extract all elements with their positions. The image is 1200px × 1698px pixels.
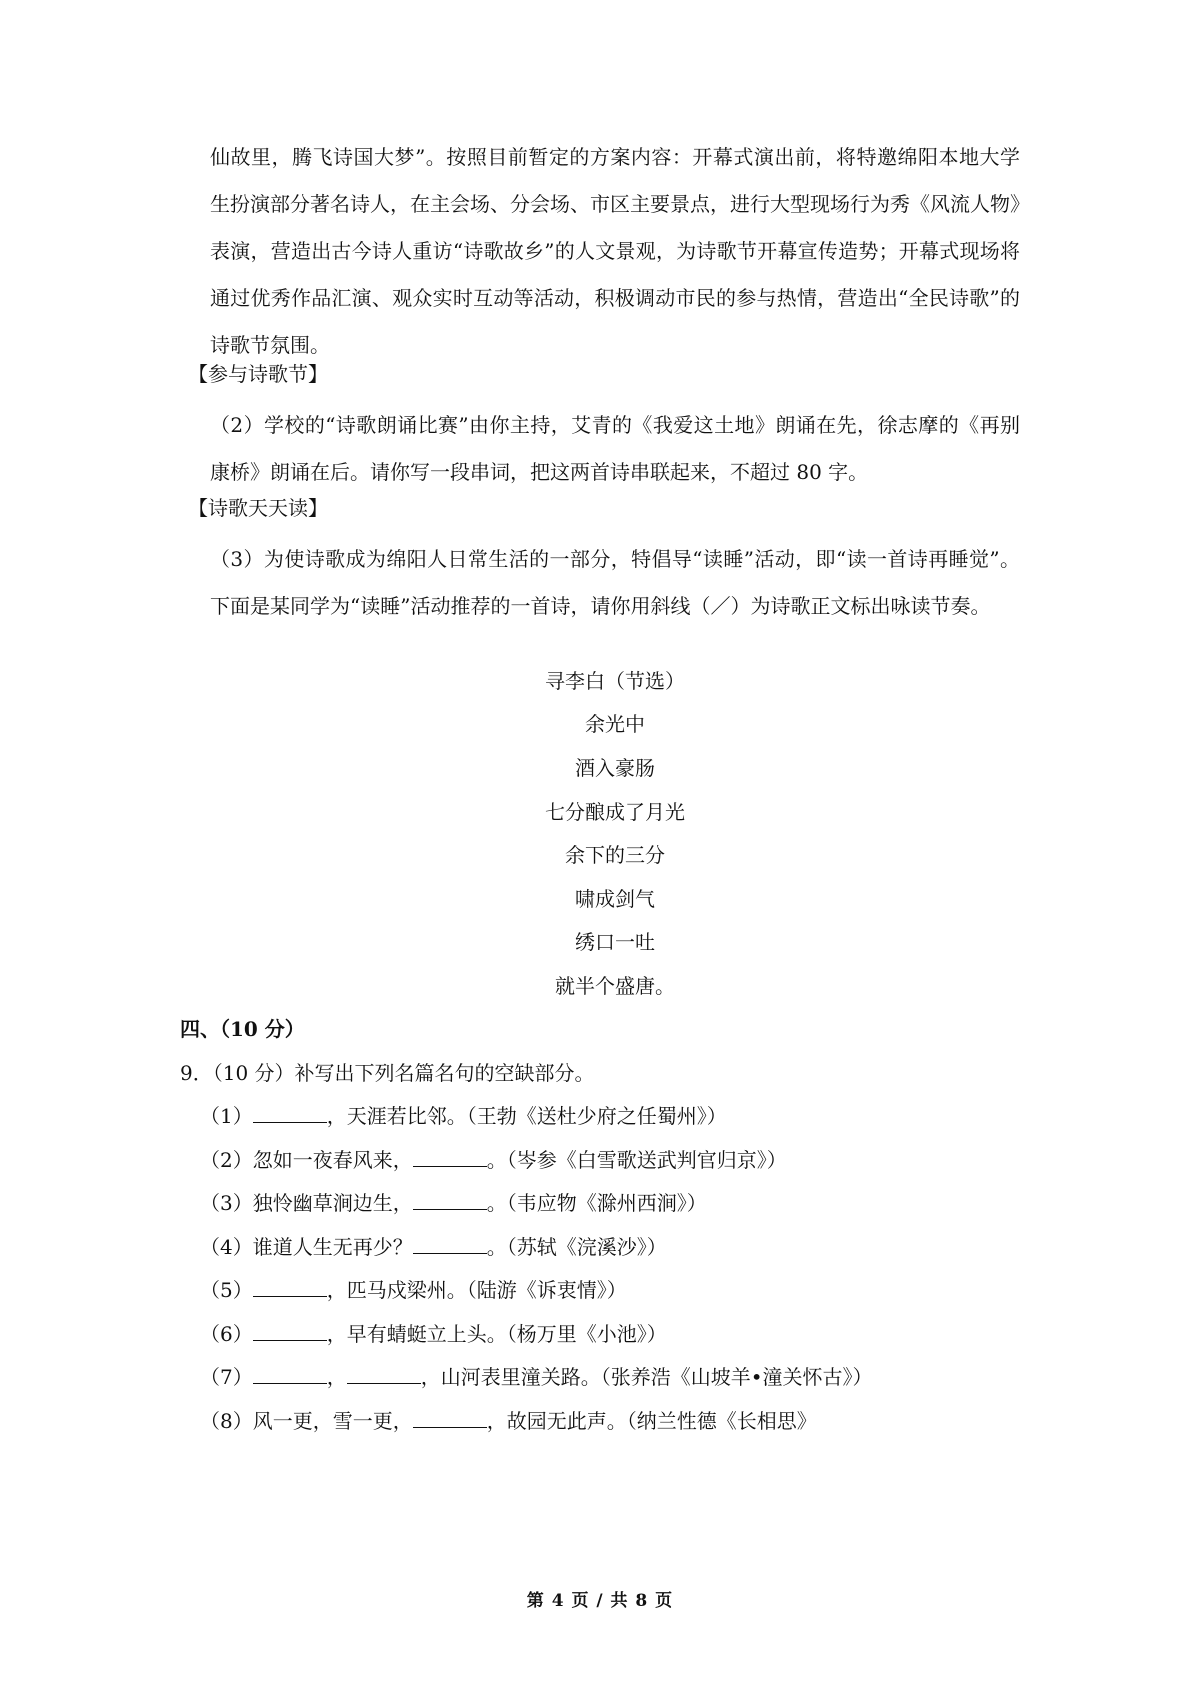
heading-daily: 【诗歌天天读】 [188,496,328,520]
answer-blank[interactable] [253,1278,327,1297]
poem-title: 寻李白（节选） [545,669,685,693]
item-text: 风一更，雪一更， [252,1409,413,1433]
item-number: （3） [200,1191,253,1215]
item-text: 。（苏轼《浣溪沙》） [486,1235,667,1259]
item-number: （8） [200,1409,253,1433]
item-text: 。（岑参《白雪歌送武判官归京》） [486,1148,787,1172]
fill-item-4 [200,1234,667,1260]
fill-item-2 [200,1147,787,1173]
item-number: （7） [200,1365,253,1389]
answer-blank[interactable] [413,1409,487,1428]
item-number: （5） [200,1278,253,1302]
answer-blank[interactable] [253,1322,327,1341]
poem-line: 酒入豪肠 [575,756,655,780]
item-text: ，匹马戍梁州。（陆游《诉衷情》） [326,1278,627,1302]
item-text: 。（韦应物《滁州西涧》） [486,1191,707,1215]
intro-paragraph: 仙故里，腾飞诗国大梦”。按照目前暂定的方案内容：开幕式演出前，将特邀绵阳本地大学生扮演部分著名诗人，在主会场、分会场、市区主要景点，进行大型现场行为秀《风流人物》表演，营造出古今诗人重访“诗歌故乡”的人文景观，为诗歌节开幕宣传造势；开幕式现场将通过优秀作品汇演、观众实时互动等活动，积极调动市民的参与热情，营造出“全民诗歌”的诗歌节氛围。 [210,145,1020,357]
item-number: （1） [200,1104,253,1128]
poem-line: 啸成剑气 [575,887,655,911]
heading-participate: 【参与诗歌节】 [188,362,328,386]
question-3: （3）为使诗歌成为绵阳人日常生活的一部分，特倡导“读睡”活动，即“读一首诗再睡觉”。下面是某同学为“读睡”活动推荐的一首诗，请你用斜线（／）为诗歌正文标出咏读节奏。 [210,547,1020,618]
poem-line: 就半个盛唐。 [555,974,675,998]
fill-item-8 [200,1408,817,1434]
item-number: （6） [200,1322,253,1346]
answer-blank[interactable] [347,1365,421,1384]
poem-line: 绣口一吐 [575,930,655,954]
fill-item-1 [200,1103,727,1129]
answer-blank[interactable] [413,1191,487,1210]
item-text: ，山河表里潼关路。（张养浩《山坡羊•潼关怀古》） [420,1365,873,1389]
poem-line: 余下的三分 [565,843,665,867]
answer-blank[interactable] [253,1104,327,1123]
fill-item-7 [200,1364,873,1390]
poem-line: 七分酿成了月光 [545,800,685,824]
poem-author: 余光中 [585,712,645,736]
question-2: （2）学校的“诗歌朗诵比赛”由你主持，艾青的《我爱这土地》朗诵在先，徐志摩的《再别康桥》朗诵在后。请你写一段串词，把这两首诗串联起来，不超过 80 字。 [210,413,1020,484]
item-text: 谁道人生无再少？ [252,1235,413,1259]
item-text: ，早有蜻蜓立上头。（杨万里《小池》） [326,1322,667,1346]
page-footer: 第 4 页 / 共 8 页 [526,1591,674,1611]
item-number: （4） [200,1235,253,1259]
question-9: 9．（10 分）补写出下列名篇名句的空缺部分。 [180,1061,595,1085]
item-text: 忽如一夜春风来， [252,1148,413,1172]
item-text: ，天涯若比邻。（王勃《送杜少府之任蜀州》） [326,1104,727,1128]
item-number: （2） [200,1148,253,1172]
answer-blank[interactable] [413,1235,487,1254]
fill-item-6 [200,1321,667,1347]
item-text: ， [326,1365,347,1389]
answer-blank[interactable] [253,1365,327,1384]
answer-blank[interactable] [413,1148,487,1167]
fill-item-5 [200,1277,627,1303]
section-four-title: 四、（10 分） [180,1017,305,1041]
fill-item-3 [200,1190,707,1216]
item-text: 独怜幽草涧边生， [252,1191,413,1215]
item-text: ，故园无此声。（纳兰性德《长相思》 [486,1409,817,1433]
